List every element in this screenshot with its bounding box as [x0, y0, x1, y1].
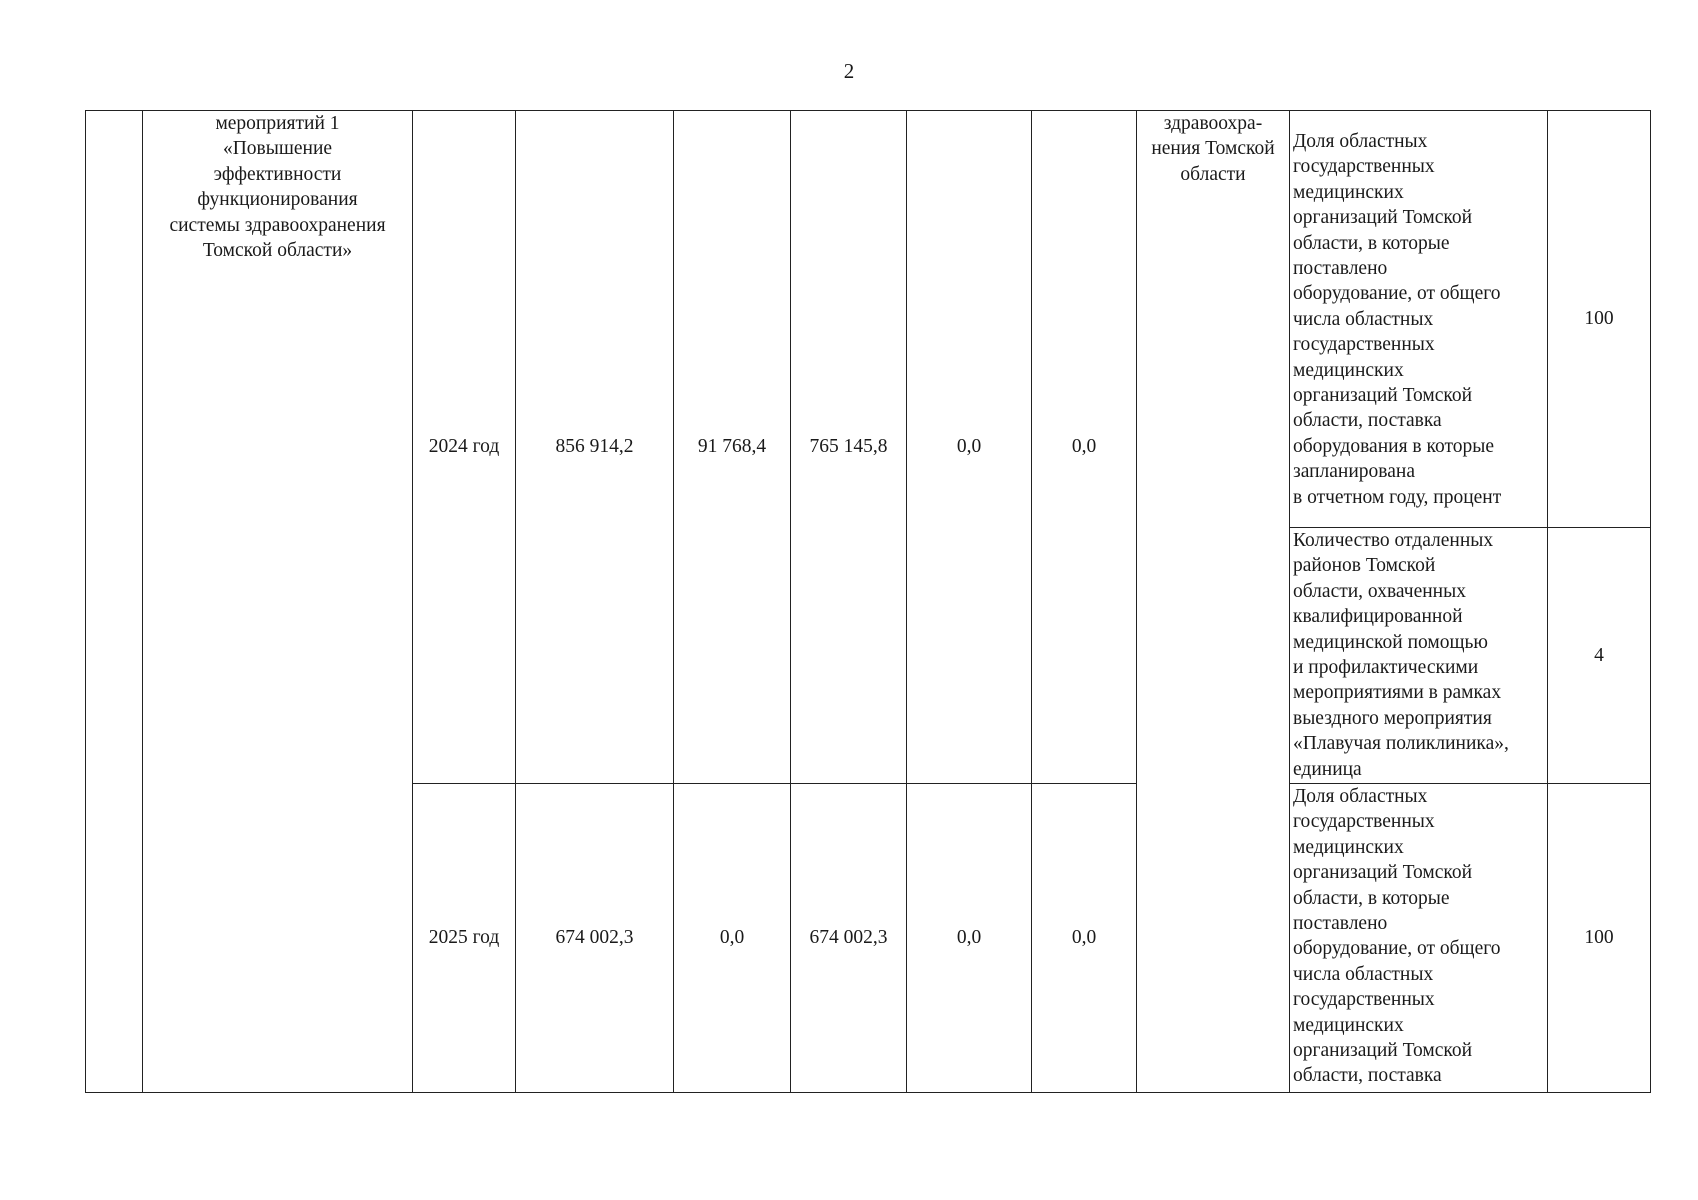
indicator-line: районов Томской	[1293, 555, 1436, 577]
cell-indicator-value: 100	[1548, 784, 1651, 1093]
program-events-table	[85, 110, 1651, 1093]
indicator-line: медицинских	[1293, 1014, 1404, 1036]
cell-indicator-name	[1290, 784, 1548, 1093]
cell-indicator-value: 4	[1548, 528, 1651, 784]
cell-other: 0,0	[1032, 111, 1137, 784]
indicator-line: оборудования в которые	[1293, 435, 1495, 457]
indicator-line: поставлено	[1293, 913, 1388, 935]
cell-executor	[1137, 111, 1290, 1093]
indicator-line: числа областных	[1293, 308, 1434, 330]
indicator-line: медицинской помощью	[1293, 631, 1488, 653]
indicator-line: оборудование, от общего	[1293, 938, 1501, 960]
indicator-line: запланирована	[1293, 461, 1415, 483]
indicator-line: выездного мероприятия	[1293, 707, 1492, 729]
indicator-line: Доля областных	[1293, 786, 1428, 807]
cell-year: 2024 год	[413, 111, 516, 784]
indicator-line: «Плавучая поликлиника»,	[1293, 733, 1509, 755]
indicator-line: организаций Томской	[1293, 207, 1473, 229]
indicator-line: Количество отдаленных	[1293, 530, 1494, 551]
cell-federal: 91 768,4	[674, 111, 791, 784]
indicator-line: поставлено	[1293, 258, 1388, 280]
indicator-line: государственных	[1293, 156, 1435, 178]
cell-local: 0,0	[907, 111, 1032, 784]
indicator-line: государственных	[1293, 811, 1435, 833]
executor-line: области	[1180, 163, 1246, 185]
indicator-line: медицинских	[1293, 836, 1404, 858]
indicator-line: области, в которые	[1293, 887, 1450, 909]
indicator-line: квалифицированной	[1293, 606, 1463, 628]
indicator-line: единица	[1293, 758, 1362, 780]
event-name-line: системы здравоохранения	[169, 214, 386, 236]
event-name-line: функционирования	[197, 189, 358, 211]
executor-line: нения Томской	[1151, 138, 1275, 160]
indicator-line: медицинских	[1293, 181, 1404, 203]
event-name-line: эффективности	[213, 163, 342, 185]
table-row-2024-a	[86, 111, 1651, 528]
indicator-line: мероприятиями в рамках	[1293, 682, 1502, 704]
cell-year: 2025 год	[413, 784, 516, 1093]
indicator-line: оборудование, от общего	[1293, 283, 1501, 305]
cell-regional: 765 145,8	[791, 111, 907, 784]
cell-indicator-value: 100	[1548, 111, 1651, 528]
indicator-line: государственных	[1293, 989, 1435, 1011]
indicator-line: организаций Томской	[1293, 1040, 1473, 1062]
indicator-line: организаций Томской	[1293, 862, 1473, 884]
cell-regional: 674 002,3	[791, 784, 907, 1093]
indicator-line: и профилактическими	[1293, 657, 1479, 679]
cell-total: 856 914,2	[516, 111, 674, 784]
event-name-line: Томской области»	[202, 240, 353, 262]
page-number: 2	[843, 59, 855, 83]
indicator-line: медицинских	[1293, 359, 1404, 381]
executor-line: здравоохра-	[1163, 113, 1263, 134]
cell-indicator-name	[1290, 528, 1548, 784]
indicator-line: в отчетном году, процент	[1293, 486, 1502, 508]
indicator-line: области, поставка	[1293, 410, 1442, 432]
event-name-line: «Повышение	[222, 138, 333, 160]
indicator-line: области, поставка	[1293, 1065, 1442, 1087]
cell-number	[86, 111, 143, 1093]
cell-indicator-name	[1290, 111, 1548, 528]
indicator-line: области, в которые	[1293, 232, 1450, 254]
cell-federal: 0,0	[674, 784, 791, 1093]
indicator-line: государственных	[1293, 334, 1435, 356]
cell-other: 0,0	[1032, 784, 1137, 1093]
indicator-line: области, охваченных	[1293, 580, 1466, 602]
cell-event-name	[143, 111, 413, 1093]
cell-total: 674 002,3	[516, 784, 674, 1093]
cell-local: 0,0	[907, 784, 1032, 1093]
indicator-line: Доля областных	[1293, 131, 1428, 152]
indicator-line: организаций Томской	[1293, 385, 1473, 407]
indicator-line: числа областных	[1293, 963, 1434, 985]
event-name-line: мероприятий 1	[215, 113, 340, 134]
